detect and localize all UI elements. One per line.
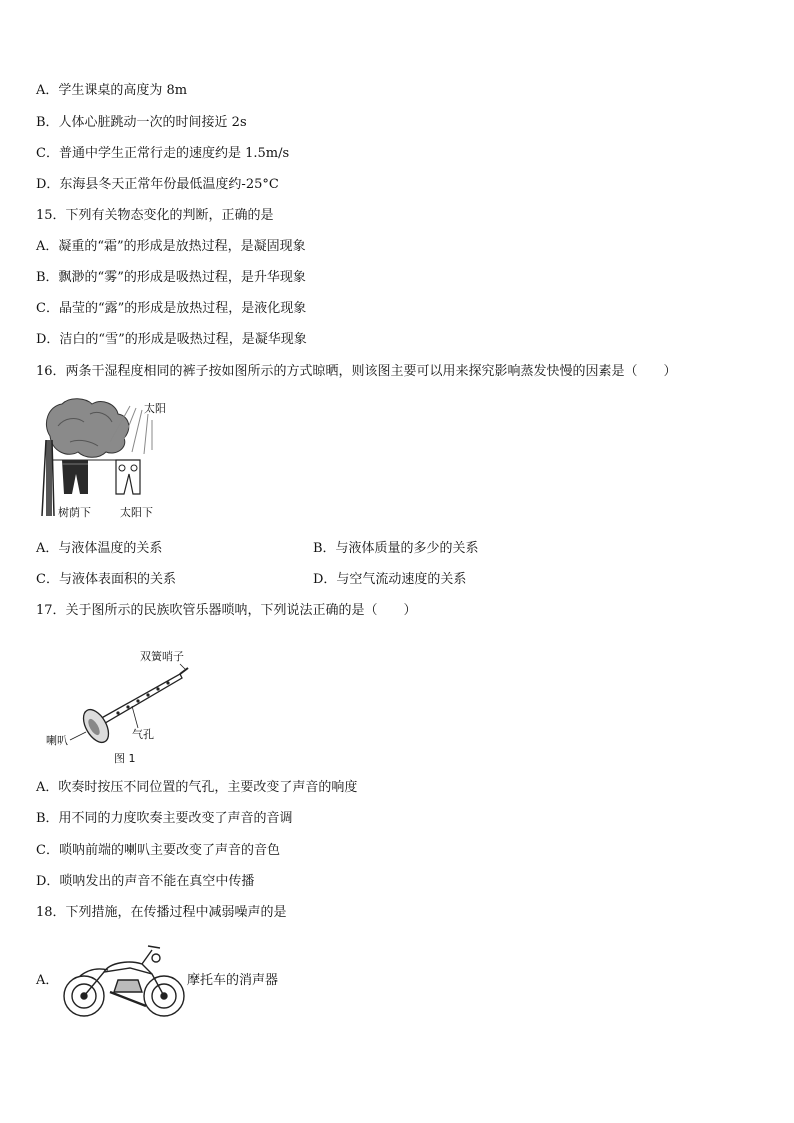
q18-figure-motorcycle — [60, 932, 190, 1026]
reed-label: 双簧哨子 — [140, 650, 184, 663]
q17-stem: 17．关于图所示的民族吹管乐器唢呐，下列说法正确的是（ ） — [36, 603, 417, 618]
q14-option-c: C．普通中学生正常行走的速度约是 1.5m/s — [36, 146, 290, 161]
figure-caption: 图 1 — [114, 752, 136, 765]
q18-option-a-letter: A． — [36, 973, 59, 988]
q17-option-a: A．吹奏时按压不同位置的气孔，主要改变了声音的响度 — [36, 780, 358, 795]
q17-option-c: C．唢呐前端的喇叭主要改变了声音的音色 — [36, 843, 280, 858]
q14-option-a: A．学生课桌的高度为 8m — [36, 83, 188, 98]
q16-option-a: A．与液体温度的关系 — [36, 541, 163, 556]
motorcycle-drawing — [64, 946, 184, 1016]
shade-label: 树荫下 — [58, 506, 91, 519]
q16-stem: 16．两条干湿程度相同的裤子按如图所示的方式晾晒，则该图主要可以用来探究影响蒸发快慢的因素是（ ） — [36, 364, 677, 379]
pants-in-shade — [62, 460, 88, 494]
q16-option-c: C．与液体表面积的关系 — [36, 572, 176, 587]
q14-option-b: B．人体心脏跳动一次的时间接近 2s — [36, 115, 247, 130]
q15-stem: 15．下列有关物态变化的判断，正确的是 — [36, 208, 274, 223]
bell-label: 喇叭 — [46, 734, 68, 747]
q15-option-c: C．晶莹的“露”的形成是放热过程，是液化现象 — [36, 301, 307, 316]
sun-label: 太阳 — [144, 402, 166, 415]
pants-in-sun — [116, 460, 140, 494]
q17-option-b: B．用不同的力度吹奏主要改变了声音的音调 — [36, 811, 293, 826]
q16-option-b: B．与液体质量的多少的关系 — [313, 541, 479, 556]
q16-option-d: D．与空气流动速度的关系 — [313, 572, 467, 587]
hole-label: 气孔 — [132, 728, 154, 741]
q16-figure-drying-pants — [40, 396, 170, 524]
q15-option-a: A．凝重的“霜”的形成是放热过程，是凝固现象 — [36, 239, 306, 254]
q14-option-d: D．东海县冬天正常年份最低温度约-25°C — [36, 177, 279, 192]
tree-shade-drawing — [42, 399, 129, 516]
q18-stem: 18．下列措施，在传播过程中减弱噪声的是 — [36, 905, 287, 920]
q15-option-d: D．洁白的“雪”的形成是吸热过程，是凝华现象 — [36, 332, 307, 347]
sunlight-label: 太阳下 — [120, 506, 153, 519]
q18-option-a-caption: 摩托车的消声器 — [187, 973, 279, 988]
q17-option-d: D．唢呐发出的声音不能在真空中传播 — [36, 874, 255, 889]
q17-figure-suona — [40, 642, 200, 770]
q15-option-b: B．飘渺的“雾”的形成是吸热过程，是升华现象 — [36, 270, 306, 285]
